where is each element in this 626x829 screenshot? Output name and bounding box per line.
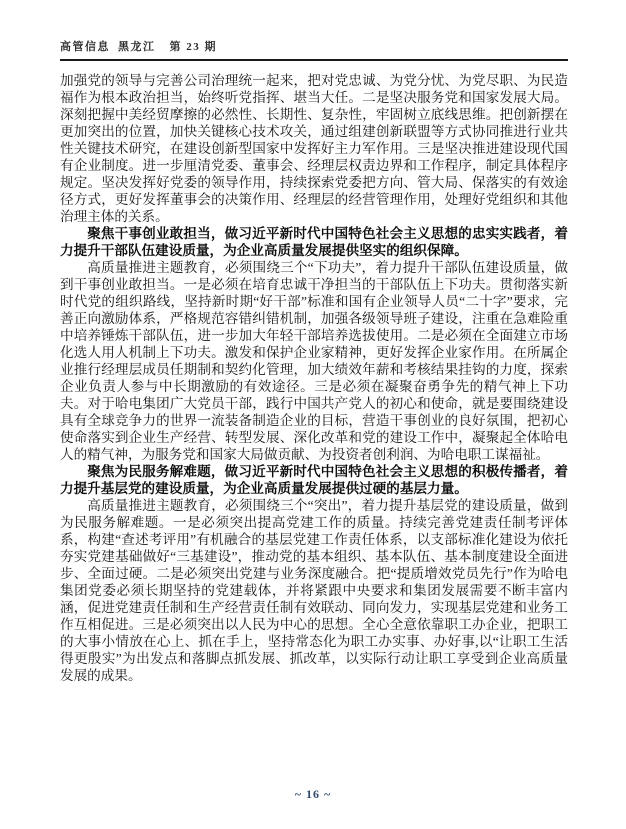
page-footer <box>0 787 626 802</box>
page-header <box>60 38 568 61</box>
header-journal-title: 高管信息 <box>60 41 110 53</box>
section-heading-paragraph: 聚焦为民服务解难题，做习近平新时代中国特色社会主义思想的积极传播者，着力提升基层党的建设质量，为企业高质量发展提供过硬的基层力量。 <box>60 464 568 496</box>
page-number: ~ 16 ~ <box>294 787 332 801</box>
header-region: 黑龙江 <box>118 41 156 53</box>
section-heading-paragraph: 聚焦干事创业敢担当，做习近平新时代中国特色社会主义思想的忠实实践者，着力提升干部队伍建设质量，为企业高质量发展提供坚实的组织保障。 <box>60 226 568 258</box>
body-paragraph: 高质量推进主题教育，必须围绕三个“下功夫”，着力提升干部队伍建设质量，做到干事创业敢担当。一是必须在培育忠诚干净担当的干部队伍上下功夫。贯彻落实新时代党的组织路线，坚持新时期“好干部”标准和国有企业领导人员“二十字”要求，完善正向激励体系，严格规范容错纠错机制，加强各级领导班子建设，注重在急难险重中培养锤炼干部队伍，进一步加大年轻干部培养选拔使用。二是必须在全面建立市场化选人用人机制上下功夫。激发和保护企业家精神，更好发挥企业家作用。在所属企业推行经理层成员任期制和契约化管理，加大绩效年薪和考核结果挂钩的力度，探索企业负责人参与中长期激励的有效途径。三是必须在凝聚奋勇争先的精气神上下功夫。对于哈电集团广大党员干部，践行中国共产党人的初心和使命，就是要围绕建设具有全球竞争力的世界一流装备制造企业的目标，营造干事创业的良好氛围，把初心使命落实到企业生产经营、转型发展、深化改革和党的建设工作中，凝聚起全体哈电人的精气神，为服务党和国家大局做贡献、为投资者创利润、为哈电职工谋福祉。 <box>60 260 568 462</box>
body-paragraph-continuation: 加强党的领导与完善公司治理统一起来，把对党忠诚、为党分忧、为党尽职、为民造福作为根本政治担当，始终听党指挥、堪当大任。二是坚决服务党和国家发展大局。深刻把握中美经贸摩擦的必然性、长期性、复杂性，牢固树立底线思维。把创新摆在更加突出的位置，加快关键核心技术攻关，通过组建创新联盟等方式协同推进行业共性关键技术研究，在建设创新型国家中发挥好主力军作用。三是坚决推进建设现代国有企业制度。进一步厘清党委、董事会、经理层权责边界和工作程序，制定具体程序规定。坚决发挥好党委的领导作用，持续探索党委把方向、管大局、保落实的有效途径方式，更好发挥董事会的决策作用、经理层的经营管理作用，处理好党组织和其他治理主体的关系。 <box>60 73 568 224</box>
document-body <box>60 72 568 684</box>
body-paragraph: 高质量推进主题教育，必须围绕三个“突出”，着力提升基层党的建设质量，做到为民服务解难题。一是必须突出提高党建工作的质量。持续完善党建责任制考评体系，构建“查述考评用”有机融合的基层党建工作责任体系，以支部标准化建设为依托夯实党建基础做好“三基建设”，推动党的基本组织、基本队伍、基本制度建设全面进步、全面过硬。二是必须突出党建与业务深度融合。把“提质增效党员先行”作为哈电集团党委必须长期坚持的党建载体，并将紧跟中央要求和集团发展需要不断丰富内涵，促进党建责任制和生产经营责任制有效联动、同向发力，实现基层党建和业务工作互相促进。三是必须突出以人民为中心的思想。全心全意依靠职工办企业，把职工的大事小情放在心上、抓在手上，坚持常态化为职工办实事、办好事,以“让职工生活得更殷实”为出发点和落脚点抓发展、抓改革，以实际行动让职工享受到企业高质量发展的成果。 <box>60 498 568 683</box>
header-issue-number: 第 23 期 <box>169 41 217 53</box>
